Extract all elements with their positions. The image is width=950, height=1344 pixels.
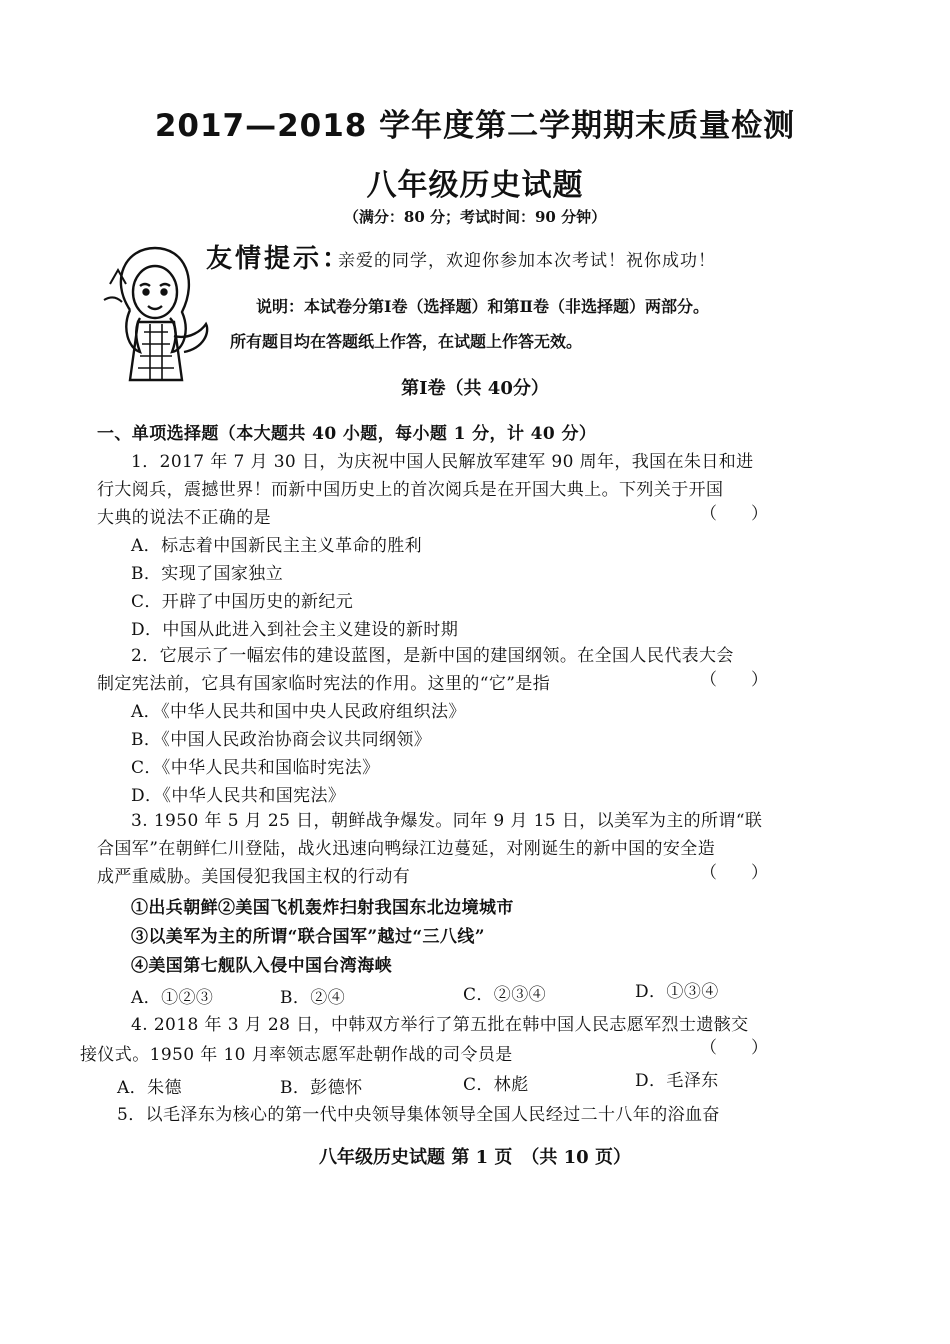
q4-option-a: A．朱德 [117, 1078, 182, 1098]
q2-option-b: B．《中国人民政治协商会议共同纲领》 [131, 730, 432, 750]
q1-answer-blank: （ ） [700, 504, 768, 524]
q3-answer-blank: （ ） [700, 863, 768, 883]
instructions-line-1: 说明：本试卷分第Ⅰ卷（选择题）和第Ⅱ卷（非选择题）两部分。 [256, 297, 709, 316]
q4-line-2: 接仪式。1950 年 10 月率领志愿军赴朝作战的司令员是 [80, 1045, 513, 1065]
q1-option-d: D．中国从此进入到社会主义建设的新时期 [131, 620, 459, 640]
q1-line-2: 行大阅兵，震撼世界！而新中国历史上的首次阅兵是在开国大典上。下列关于开国 [97, 480, 724, 500]
q2-line-2: 制定宪法前，它具有国家临时宪法的作用。这里的“它”是指 [97, 674, 551, 694]
q4-option-d: D．毛泽东 [635, 1071, 719, 1091]
q4-option-c: C．林彪 [463, 1075, 529, 1095]
exam-title: 2017—2018 学年度第二学期期末质量检测 [154, 108, 796, 144]
page-footer: 八年级历史试题 第 1 页 （共 10 页） [319, 1147, 631, 1168]
q1-line-1: 1．2017 年 7 月 30 日，为庆祝中国人民解放军建军 90 周年，我国在朱日和进 [131, 452, 754, 472]
tip-text: 亲爱的同学，欢迎你参加本次考试！祝你成功！ [338, 251, 716, 271]
q4-option-b: B．彭德怀 [280, 1078, 363, 1098]
q2-option-a: A．《中华人民共和国中央人民政府组织法》 [131, 702, 466, 722]
q1-option-b: B．实现了国家独立 [131, 564, 284, 584]
q3-item-1: ①出兵朝鲜②美国飞机轰炸扫射我国东北边境城市 [131, 898, 514, 918]
q3-item-3: ④美国第七舰队入侵中国台湾海峡 [131, 956, 392, 976]
q2-option-d: D．《中华人民共和国宪法》 [131, 786, 346, 806]
exam-subject: 八年级历史试题 [366, 168, 584, 203]
q3-line-2: 合国军”在朝鲜仁川登陆，战火迅速向鸭绿江边蔓延，对刚诞生的新中国的安全造 [97, 839, 716, 859]
q3-line-1: 3. 1950 年 5 月 25 日，朝鲜战争爆发。同年 9 月 15 日，以美军为主的所谓“联 [131, 811, 763, 831]
q1-line-3: 大典的说法不正确的是 [97, 508, 271, 528]
instructions-line-2: 所有题目均在答题纸上作答，在试题上作答无效。 [230, 332, 583, 351]
section-title: 第Ⅰ卷（共 40分） [401, 378, 549, 399]
tip-label: 友情提示： [206, 244, 352, 274]
score-time: （满分：80 分；考试时间：90 分钟） [343, 208, 607, 226]
cartoon-girl-illustration [100, 240, 210, 390]
q3-option-c: C．②③④ [463, 985, 547, 1005]
q3-option-a: A．①②③ [131, 988, 214, 1008]
q1-option-a: A．标志着中国新民主主义革命的胜利 [131, 536, 423, 556]
q2-option-c: C．《中华人民共和国临时宪法》 [131, 758, 380, 778]
q2-line-1: 2．它展示了一幅宏伟的建设蓝图，是新中国的建国纲领。在全国人民代表大会 [131, 646, 734, 666]
q3-option-d: D．①③④ [635, 982, 719, 1002]
q5-line-1: 5．以毛泽东为核心的第一代中央领导集体领导全国人民经过二十八年的浴血奋 [117, 1105, 720, 1125]
q4-line-1: 4. 2018 年 3 月 28 日，中韩双方举行了第五批在韩中国人民志愿军烈士遗骸交 [131, 1015, 749, 1035]
q1-option-c: C．开辟了中国历史的新纪元 [131, 592, 354, 612]
q3-item-2: ③以美军为主的所谓“联合国军”越过“三八线” [131, 927, 485, 947]
q2-answer-blank: （ ） [700, 670, 768, 690]
q4-answer-blank: （ ） [700, 1038, 768, 1058]
q3-line-3: 成严重威胁。美国侵犯我国主权的行动有 [97, 867, 411, 887]
part-heading: 一、单项选择题（本大题共 40 小题，每小题 1 分，计 40 分） [97, 424, 597, 444]
q3-option-b: B．②④ [280, 988, 346, 1008]
